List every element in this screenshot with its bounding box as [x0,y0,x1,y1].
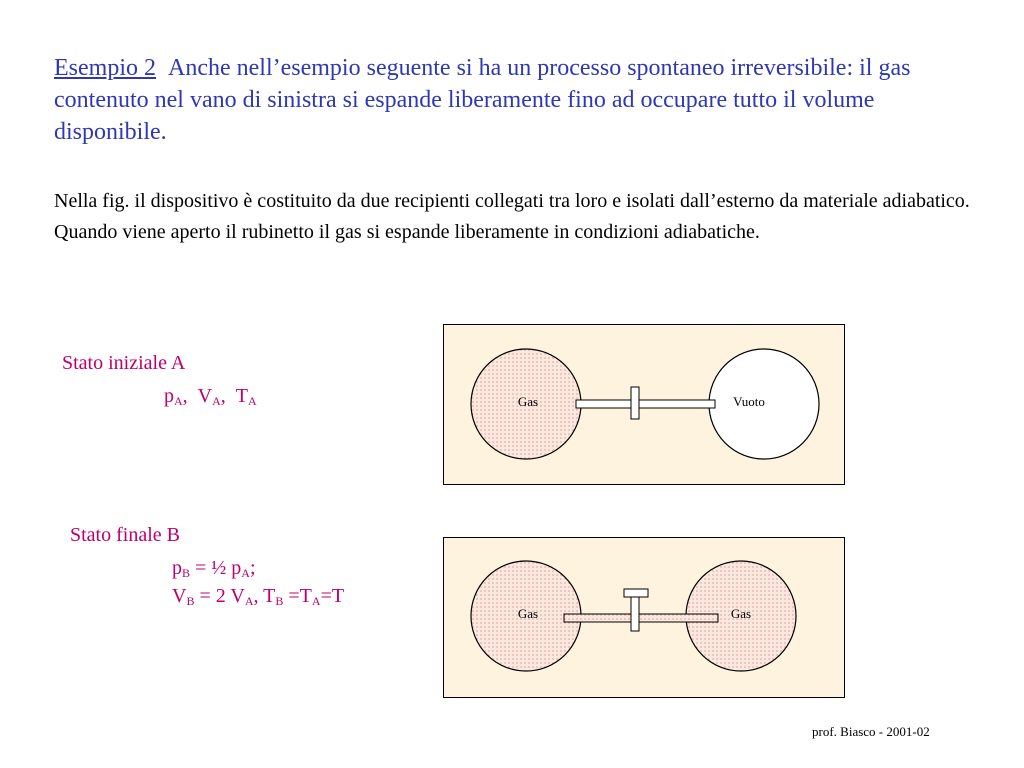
volume-subscript: A [212,394,221,408]
pressure-subscript: A [174,394,183,408]
semicolon: ; [249,557,256,579]
example-label: Esempio 2 [54,55,156,81]
description-paragraph: Nella fig. il dispositivo è costituito da due recipienti collegati tra loro e isolati dall’esterno da materiale adiabatico. Quando viene aperto il rubinetto il gas si espande liberamente in condizioni adiabatiche. [54,190,970,243]
pressure-b-subscript: B [182,566,191,580]
figure-final-svg [444,538,846,699]
temperature-b-subscript: B [275,594,284,608]
connecting-pipe [576,400,715,408]
pressure-a-subscript: A [241,566,250,580]
temperature-symbol: T [235,385,249,407]
volume-double-expression: = 2 V [194,585,245,607]
temperature-a-subscript: A [311,594,321,608]
figure-initial-svg [444,325,846,486]
left-vessel-label: Gas [517,394,539,409]
volume-a-subscript: A [244,594,254,608]
volume-symbol: V [197,385,213,407]
temperature-b-prefix: , T [253,585,276,607]
valve-stem [631,597,639,631]
intro-paragraph [54,52,954,148]
state-b-volume-temperature-line [172,584,344,613]
right-vessel-label: Vuoto [733,394,765,409]
state-b-title: Stato finale B [70,524,180,546]
temperature-subscript: A [248,394,257,408]
pressure-symbol: p [164,385,174,407]
left-vessel-label: Gas [517,606,539,621]
valve-closed [631,387,639,419]
state-a-title: Stato iniziale A [62,352,186,374]
pressure-b-symbol: p [172,557,182,579]
volume-b-symbol: V [172,585,187,607]
state-b-pressure-line [172,556,256,585]
figure-final-state [443,537,845,698]
connecting-pipe-gas [564,614,718,622]
temperature-final: =T [320,585,345,607]
valve-handle-open [624,589,648,597]
pressure-half-expression: = ½ p [190,557,242,579]
temperature-equals: =T [283,585,312,607]
state-a-variables: $p_A$, $V_A$, $T_A$ [164,385,257,408]
right-vessel-label: Gas [730,606,752,621]
volume-b-subscript: B [186,594,195,608]
figure-initial-state [443,324,845,485]
footer-author: prof. Biasco - 2001-02 [812,724,930,739]
intro-text: Anche nell’esempio seguente si ha un processo spontaneo irreversibile: il gas contenuto nel vano di sinistra si espande liberamente fino ad occupare tutto il volume disponibile. [54,55,911,145]
